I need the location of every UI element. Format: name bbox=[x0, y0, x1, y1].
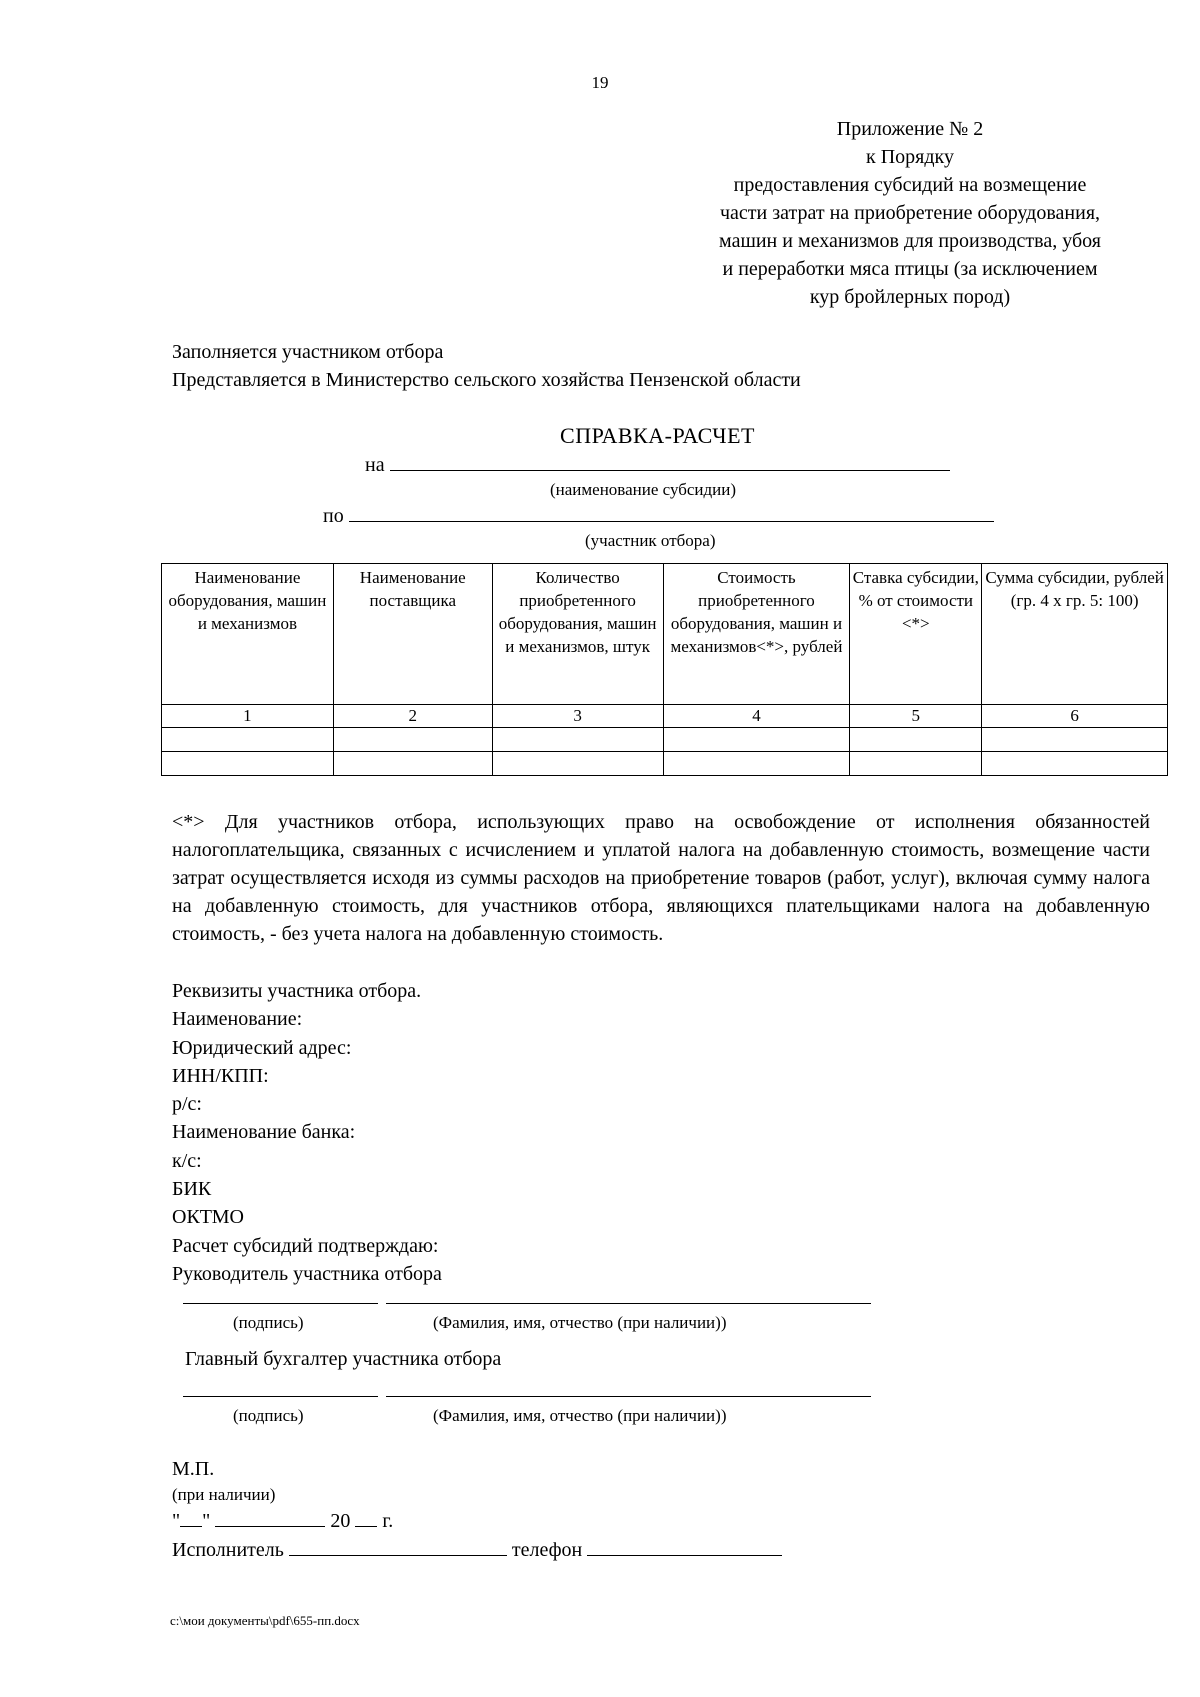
phone-blank[interactable] bbox=[587, 1537, 782, 1556]
header-rate: Ставка субсидии, % от стоимости <*> bbox=[850, 564, 982, 705]
executor-blank[interactable] bbox=[289, 1537, 507, 1556]
column-number: 1 bbox=[162, 705, 334, 728]
table-cell[interactable] bbox=[850, 728, 982, 752]
quote-close: " bbox=[202, 1510, 211, 1532]
document-title: СПРАВКА-РАСЧЕТ bbox=[560, 423, 755, 448]
accountant-signature-line[interactable] bbox=[183, 1395, 378, 1397]
header-subsidy-sum: Сумма субсидии, рублей (гр. 4 х гр. 5: 100) bbox=[982, 564, 1168, 705]
appendix-line: машин и механизмов для производства, убоя bbox=[719, 230, 1101, 252]
table-row[interactable] bbox=[162, 728, 1168, 752]
appendix-line: кур бройлерных пород) bbox=[809, 286, 1011, 308]
appendix-header bbox=[665, 115, 1155, 311]
table-cell[interactable] bbox=[333, 728, 492, 752]
head-name-line[interactable] bbox=[386, 1302, 871, 1304]
subsidy-name-caption: (наименование субсидии) bbox=[550, 480, 737, 499]
column-number: 2 bbox=[333, 705, 492, 728]
date-line[interactable] bbox=[172, 1508, 393, 1533]
requisites-heading: Реквизиты участника отбора. bbox=[172, 980, 422, 1002]
intro-fill-note: Заполняется участником отбора bbox=[172, 341, 444, 363]
appendix-line: к Порядку bbox=[866, 146, 954, 168]
subsidy-name-line[interactable] bbox=[365, 452, 950, 477]
head-name-caption: (Фамилия, имя, отчество (при наличии)) bbox=[433, 1313, 727, 1332]
column-number: 4 bbox=[663, 705, 850, 728]
head-signature-line[interactable] bbox=[183, 1302, 378, 1304]
participant-prefix: по bbox=[323, 505, 344, 527]
stamp-label: М.П. bbox=[172, 1458, 215, 1480]
requisite-correspondent-account: к/с: bbox=[172, 1149, 202, 1172]
executor-label: Исполнитель bbox=[172, 1539, 284, 1561]
requisites-block bbox=[172, 977, 442, 1288]
table-cell[interactable] bbox=[492, 752, 663, 776]
table-cell[interactable] bbox=[333, 752, 492, 776]
appendix-line: части затрат на приобретение оборудования, bbox=[719, 202, 1101, 224]
intro-submit-note: Представляется в Министерство сельского хозяйства Пензенской области bbox=[172, 369, 801, 391]
table-number-row bbox=[162, 705, 1168, 728]
table-cell[interactable] bbox=[850, 752, 982, 776]
participant-line[interactable] bbox=[323, 503, 994, 528]
vat-footnote: <*> Для участников отбора, использующих право на освобождение от исполнения обязанностей налогоплательщика, связанных с исчислением и уплатой налога на добавленную стоимость, возмещение части затрат осуществляется исходя из суммы расходов на приобретение товаров (работ, услуг), включая сумму налога на добавленную стоимость, для участников отбора, являющихся плательщиками налога на добавленную стоимость, - без учета налога на добавленную стоимость. bbox=[172, 811, 1150, 945]
stamp-note: (при наличии) bbox=[172, 1485, 276, 1504]
column-number: 6 bbox=[982, 705, 1168, 728]
table-cell[interactable] bbox=[663, 728, 850, 752]
executor-line[interactable] bbox=[172, 1537, 782, 1562]
year-blank[interactable] bbox=[355, 1508, 377, 1527]
requisite-settlement-account: р/с: bbox=[172, 1093, 202, 1116]
header-cost: Стоимость приобретенного оборудования, машин и механизмов<*>, рублей bbox=[663, 564, 850, 705]
requisite-oktmo: ОКТМО bbox=[172, 1206, 244, 1229]
page-number: 19 bbox=[591, 73, 609, 92]
year-suffix: г. bbox=[382, 1510, 394, 1532]
header-supplier-name: Наименование поставщика bbox=[333, 564, 492, 705]
chief-accountant-label: Главный бухгалтер участника отбора bbox=[185, 1348, 502, 1370]
table-cell[interactable] bbox=[162, 752, 334, 776]
calculation-table bbox=[161, 563, 1168, 776]
requisite-inn-kpp: ИНН/КПП: bbox=[172, 1064, 269, 1087]
participant-blank[interactable] bbox=[349, 503, 994, 522]
requisite-legal-address: Юридический адрес: bbox=[172, 1036, 352, 1059]
head-label: Руководитель участника отбора bbox=[172, 1262, 442, 1285]
quote-open: " bbox=[172, 1510, 181, 1532]
appendix-line: Приложение № 2 bbox=[836, 118, 984, 140]
accountant-name-line[interactable] bbox=[386, 1395, 871, 1397]
head-signature-caption: (подпись) bbox=[233, 1313, 304, 1332]
participant-caption: (участник отбора) bbox=[585, 531, 716, 550]
confirmation-label: Расчет субсидий подтверждаю: bbox=[172, 1234, 439, 1257]
column-number: 3 bbox=[492, 705, 663, 728]
table-cell[interactable] bbox=[982, 728, 1168, 752]
phone-label: телефон bbox=[511, 1539, 583, 1561]
requisite-name: Наименование: bbox=[172, 1008, 303, 1031]
requisite-bik: БИК bbox=[172, 1178, 212, 1201]
table-cell[interactable] bbox=[663, 752, 850, 776]
subsidy-name-blank[interactable] bbox=[390, 452, 950, 471]
table-header-row bbox=[162, 564, 1168, 705]
day-blank[interactable] bbox=[180, 1508, 202, 1527]
accountant-signature-caption: (подпись) bbox=[233, 1406, 304, 1425]
month-blank[interactable] bbox=[215, 1508, 325, 1527]
header-equipment-name: Наименование оборудования, машин и механизмов bbox=[162, 564, 334, 705]
column-number: 5 bbox=[850, 705, 982, 728]
table-cell[interactable] bbox=[162, 728, 334, 752]
subsidy-prefix: на bbox=[365, 454, 385, 476]
year-prefix: 20 bbox=[330, 1510, 351, 1532]
file-path: c:\мои документы\pdf\655-пп.docx bbox=[170, 1613, 360, 1628]
appendix-line: предоставления субсидий на возмещение bbox=[733, 174, 1087, 196]
table-cell[interactable] bbox=[982, 752, 1168, 776]
table-row[interactable] bbox=[162, 752, 1168, 776]
requisite-bank-name: Наименование банка: bbox=[172, 1121, 356, 1144]
appendix-line: и переработки мяса птицы (за исключением bbox=[722, 258, 1098, 280]
accountant-name-caption: (Фамилия, имя, отчество (при наличии)) bbox=[433, 1406, 727, 1425]
table-cell[interactable] bbox=[492, 728, 663, 752]
intro bbox=[172, 338, 801, 394]
header-quantity: Количество приобретенного оборудования, машин и механизмов, штук bbox=[492, 564, 663, 705]
